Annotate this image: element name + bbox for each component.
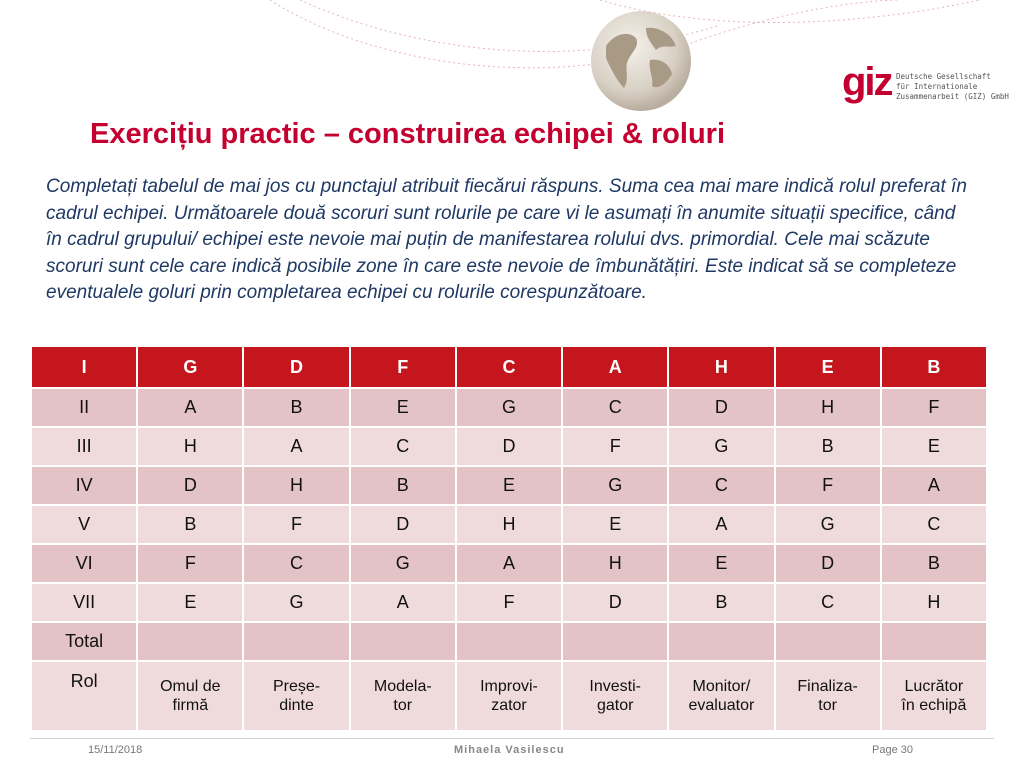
giz-logo-mark: giz bbox=[842, 60, 892, 104]
footer-date: 15/11/2018 bbox=[88, 744, 143, 756]
page-title: Exercițiu practic – construirea echipei & roluri bbox=[90, 118, 725, 150]
role-line: Preșe- bbox=[272, 678, 321, 695]
table-cell: G bbox=[456, 388, 562, 427]
table-row bbox=[31, 388, 987, 427]
table-cell: D bbox=[562, 583, 668, 622]
table-cell: C bbox=[668, 466, 774, 505]
table-cell: VII bbox=[31, 583, 137, 622]
table-cell: E bbox=[881, 427, 987, 466]
total-row bbox=[31, 622, 987, 661]
role-line: Monitor/ bbox=[692, 678, 751, 695]
logo-line-1: Deutsche Gesellschaft bbox=[896, 72, 991, 81]
table-cell: E bbox=[562, 505, 668, 544]
role-line: în echipă bbox=[901, 697, 967, 714]
table-cell: E bbox=[137, 583, 243, 622]
total-input-cell[interactable] bbox=[243, 622, 349, 661]
role-line: Improvi- bbox=[480, 678, 538, 695]
role-line: Investi- bbox=[589, 678, 641, 695]
role-line: dinte bbox=[279, 697, 314, 714]
role-line: zator bbox=[491, 697, 527, 714]
giz-logo-text bbox=[896, 72, 1009, 102]
table-cell: H bbox=[243, 466, 349, 505]
table-cell: F bbox=[456, 583, 562, 622]
total-input-cell[interactable] bbox=[137, 622, 243, 661]
total-label: Total bbox=[31, 622, 137, 661]
table-cell: C bbox=[775, 583, 881, 622]
role-line: gator bbox=[596, 697, 634, 714]
total-input-cell[interactable] bbox=[350, 622, 456, 661]
role-line: Modela- bbox=[373, 678, 432, 695]
header-cell: F bbox=[350, 346, 456, 388]
table-cell: H bbox=[881, 583, 987, 622]
table-cell: G bbox=[243, 583, 349, 622]
table-cell: B bbox=[668, 583, 774, 622]
role-row bbox=[31, 661, 987, 731]
table-cell: H bbox=[137, 427, 243, 466]
table-cell: E bbox=[350, 388, 456, 427]
role-cell bbox=[775, 661, 881, 731]
roles-table bbox=[30, 345, 988, 732]
table-row bbox=[31, 583, 987, 622]
logo-line-2: für Internationale bbox=[896, 82, 978, 91]
table-cell: E bbox=[456, 466, 562, 505]
role-line: Finaliza- bbox=[797, 678, 858, 695]
table-cell: C bbox=[350, 427, 456, 466]
table-cell: VI bbox=[31, 544, 137, 583]
role-cell bbox=[881, 661, 987, 731]
table-cell: G bbox=[775, 505, 881, 544]
table-cell: C bbox=[243, 544, 349, 583]
table-cell: H bbox=[775, 388, 881, 427]
header-cell: I bbox=[31, 346, 137, 388]
table-cell: D bbox=[456, 427, 562, 466]
table-cell: D bbox=[350, 505, 456, 544]
table-cell: A bbox=[456, 544, 562, 583]
table-cell: B bbox=[243, 388, 349, 427]
table-row bbox=[31, 544, 987, 583]
table-header-row bbox=[31, 346, 987, 388]
table-cell: F bbox=[881, 388, 987, 427]
role-line: Omul de bbox=[160, 678, 221, 695]
role-label: Rol bbox=[31, 661, 137, 731]
table-cell: G bbox=[350, 544, 456, 583]
header-cell: D bbox=[243, 346, 349, 388]
table-cell: II bbox=[31, 388, 137, 427]
total-input-cell[interactable] bbox=[775, 622, 881, 661]
globe-image bbox=[588, 8, 694, 114]
table-cell: D bbox=[137, 466, 243, 505]
table-cell: F bbox=[243, 505, 349, 544]
footer-page-number: Page 30 bbox=[872, 744, 913, 756]
table-cell: B bbox=[137, 505, 243, 544]
table-row bbox=[31, 466, 987, 505]
table-cell: C bbox=[562, 388, 668, 427]
table-cell: E bbox=[668, 544, 774, 583]
role-cell bbox=[562, 661, 668, 731]
total-input-cell[interactable] bbox=[881, 622, 987, 661]
header-cell: G bbox=[137, 346, 243, 388]
total-input-cell[interactable] bbox=[562, 622, 668, 661]
role-line: evaluator bbox=[688, 697, 755, 714]
table-cell: A bbox=[243, 427, 349, 466]
table-cell: F bbox=[562, 427, 668, 466]
table-cell: D bbox=[775, 544, 881, 583]
header-cell: A bbox=[562, 346, 668, 388]
role-cell bbox=[243, 661, 349, 731]
table-cell: IV bbox=[31, 466, 137, 505]
table-cell: A bbox=[137, 388, 243, 427]
table-cell: C bbox=[881, 505, 987, 544]
header-cell: E bbox=[775, 346, 881, 388]
role-cell bbox=[350, 661, 456, 731]
table-cell: F bbox=[137, 544, 243, 583]
role-line: firmă bbox=[172, 697, 209, 714]
header-cell: B bbox=[881, 346, 987, 388]
table-cell: V bbox=[31, 505, 137, 544]
table-cell: G bbox=[668, 427, 774, 466]
footer-author: Mihaela Vasilescu bbox=[454, 744, 565, 756]
role-cell bbox=[668, 661, 774, 731]
role-cell bbox=[456, 661, 562, 731]
role-line: Lucrător bbox=[904, 678, 964, 695]
table-cell: B bbox=[881, 544, 987, 583]
role-line: tor bbox=[818, 697, 837, 714]
table-cell: H bbox=[562, 544, 668, 583]
role-line: tor bbox=[393, 697, 413, 714]
table-cell: D bbox=[668, 388, 774, 427]
table-cell: G bbox=[562, 466, 668, 505]
logo-line-3: Zusammenarbeit (GIZ) GmbH bbox=[896, 92, 1009, 101]
table-row bbox=[31, 427, 987, 466]
intro-paragraph: Completați tabelul de mai jos cu punctajul atribuit fiecărui răspuns. Suma cea mai mare indică rolul preferat în cadrul echipei. Următoarele două scoruri sunt rolurile pe care vi le asumați în anumite situații specifice, când în cadrul grupului/ echipei este nevoie mai puțin de manifestarea rolului dvs. primordial. Cele mai scăzute scoruri sunt cele care indică posibile zone în care este nevoie de îmbunătățiri. Este indicat să se completeze eventualele goluri prin completarea echipei cu rolurile corespunzătoare. bbox=[46, 176, 967, 303]
table-cell: F bbox=[775, 466, 881, 505]
table-cell: B bbox=[350, 466, 456, 505]
table-cell: A bbox=[668, 505, 774, 544]
footer-divider bbox=[30, 738, 994, 739]
header-cell: C bbox=[456, 346, 562, 388]
table-cell: H bbox=[456, 505, 562, 544]
table-row bbox=[31, 505, 987, 544]
total-input-cell[interactable] bbox=[456, 622, 562, 661]
total-input-cell[interactable] bbox=[668, 622, 774, 661]
table-cell: III bbox=[31, 427, 137, 466]
table-cell: B bbox=[775, 427, 881, 466]
table-cell: A bbox=[881, 466, 987, 505]
role-cell bbox=[137, 661, 243, 731]
table-cell: A bbox=[350, 583, 456, 622]
giz-logo bbox=[842, 60, 1009, 106]
header-cell: H bbox=[668, 346, 774, 388]
